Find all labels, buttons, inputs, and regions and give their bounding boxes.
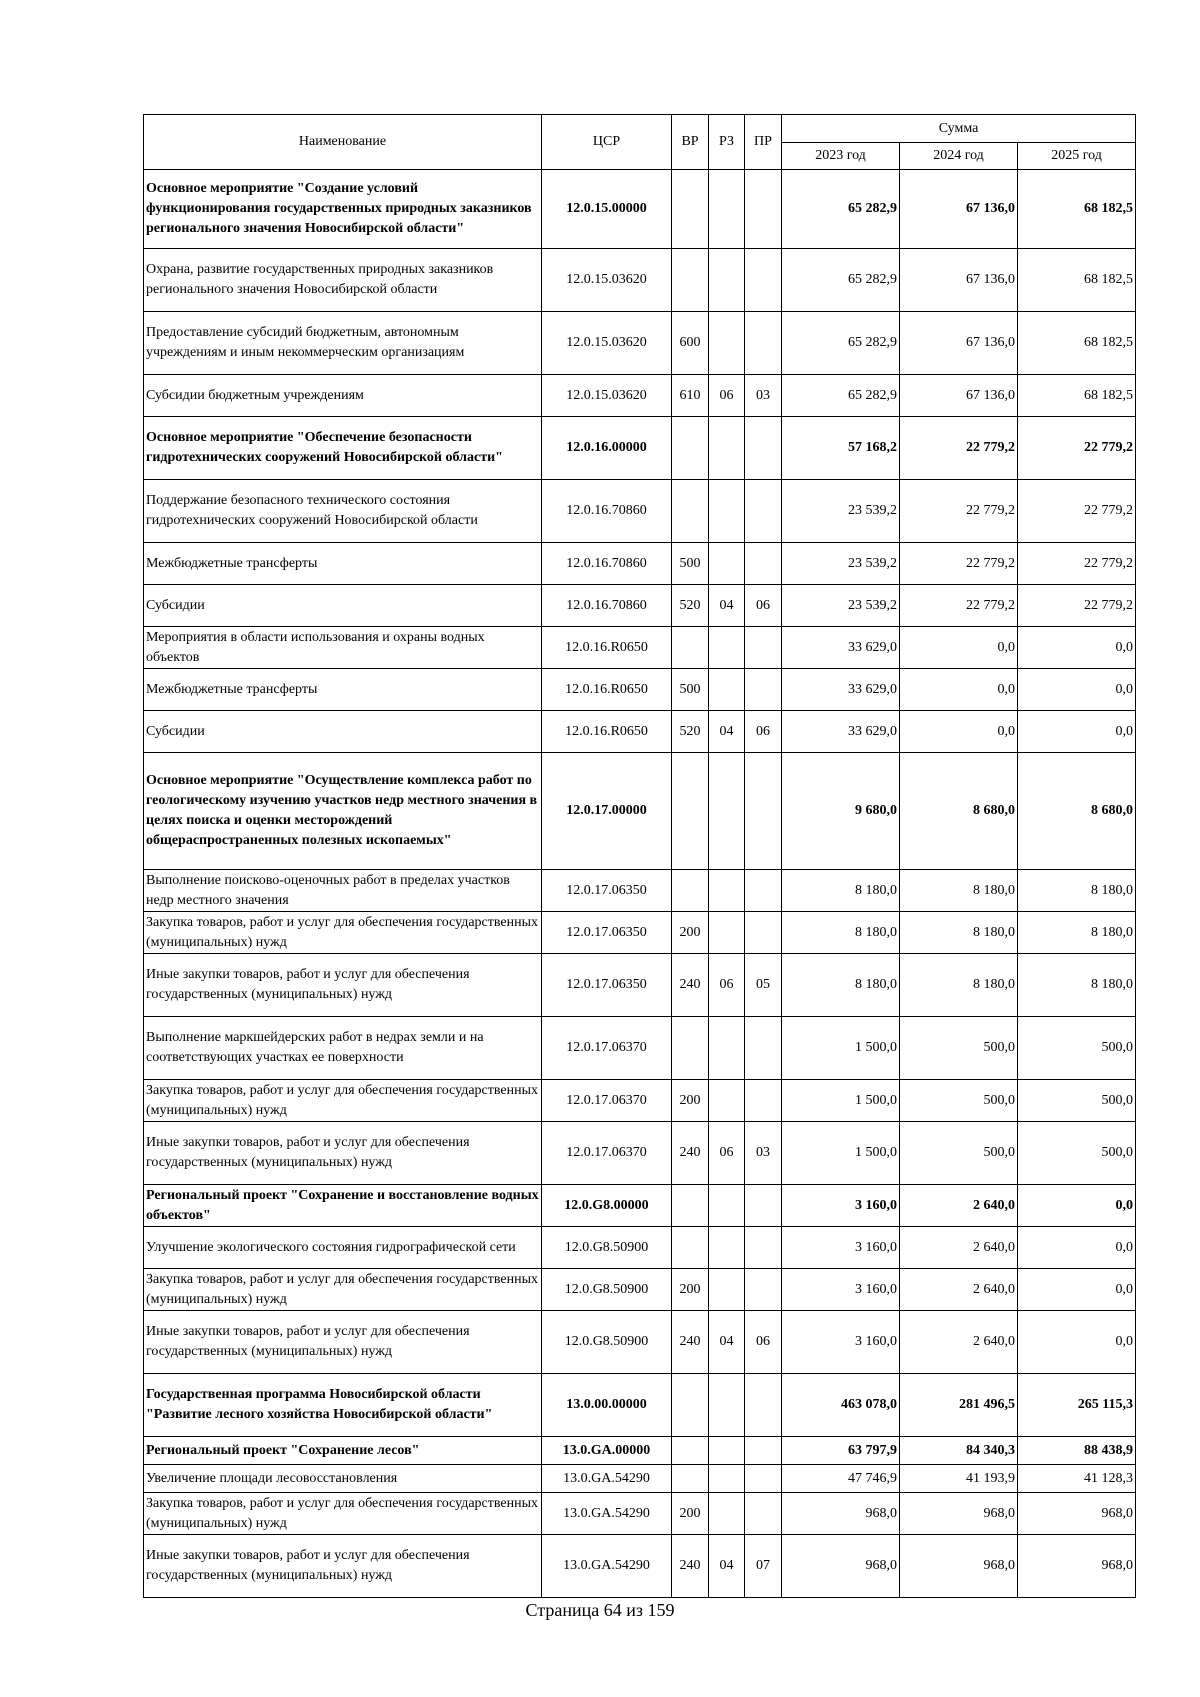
table-row <box>144 375 1136 417</box>
table-row <box>144 912 1136 954</box>
row-sum-2025: 0,0 <box>1018 1311 1136 1374</box>
page-number: Страница 64 из 159 <box>525 1600 675 1620</box>
row-csr: 12.0.G8.50900 <box>542 1227 672 1269</box>
row-sum-2024: 0,0 <box>900 711 1018 753</box>
table-row <box>144 1437 1136 1465</box>
row-rz <box>709 1465 745 1493</box>
row-vr: 240 <box>672 954 709 1017</box>
row-rz <box>709 312 745 375</box>
row-pr: 03 <box>745 375 782 417</box>
row-vr <box>672 1437 709 1465</box>
row-pr <box>745 1269 782 1311</box>
row-sum-2023: 8 180,0 <box>782 954 900 1017</box>
row-sum-2025: 22 779,2 <box>1018 417 1136 480</box>
row-sum-2024: 500,0 <box>900 1122 1018 1185</box>
row-pr <box>745 170 782 249</box>
row-csr: 12.0.G8.00000 <box>542 1185 672 1227</box>
table-row <box>144 1227 1136 1269</box>
row-vr <box>672 870 709 912</box>
row-vr <box>672 1017 709 1080</box>
row-csr: 12.0.16.70860 <box>542 480 672 543</box>
row-pr: 06 <box>745 1311 782 1374</box>
row-sum-2023: 65 282,9 <box>782 312 900 375</box>
row-sum-2024: 2 640,0 <box>900 1185 1018 1227</box>
row-csr: 12.0.G8.50900 <box>542 1311 672 1374</box>
row-name: Иные закупки товаров, работ и услуг для обеспечения государственных (муниципальных) нужд <box>144 954 542 1017</box>
row-rz: 06 <box>709 954 745 1017</box>
row-vr: 240 <box>672 1535 709 1598</box>
table-row <box>144 1080 1136 1122</box>
row-rz <box>709 1080 745 1122</box>
row-sum-2025: 88 438,9 <box>1018 1437 1136 1465</box>
row-rz <box>709 249 745 312</box>
row-pr <box>745 669 782 711</box>
row-pr <box>745 912 782 954</box>
row-rz <box>709 417 745 480</box>
row-vr <box>672 170 709 249</box>
row-sum-2023: 63 797,9 <box>782 1437 900 1465</box>
row-vr: 200 <box>672 912 709 954</box>
table-body <box>144 170 1136 1598</box>
row-sum-2023: 33 629,0 <box>782 669 900 711</box>
row-csr: 13.0.GA.54290 <box>542 1465 672 1493</box>
row-pr <box>745 1185 782 1227</box>
row-sum-2025: 22 779,2 <box>1018 480 1136 543</box>
row-rz <box>709 1493 745 1535</box>
row-vr <box>672 1227 709 1269</box>
row-sum-2023: 968,0 <box>782 1493 900 1535</box>
row-csr: 12.0.16.R0650 <box>542 669 672 711</box>
row-sum-2025: 0,0 <box>1018 627 1136 669</box>
row-name: Закупка товаров, работ и услуг для обеспечения государственных (муниципальных) нужд <box>144 912 542 954</box>
table-row <box>144 543 1136 585</box>
table-row <box>144 954 1136 1017</box>
row-name: Предоставление субсидий бюджетным, автономным учреждениям и иным некоммерческим организациям <box>144 312 542 375</box>
table-row <box>144 669 1136 711</box>
row-vr <box>672 1185 709 1227</box>
row-sum-2024: 22 779,2 <box>900 480 1018 543</box>
row-rz: 04 <box>709 1535 745 1598</box>
row-sum-2025: 0,0 <box>1018 711 1136 753</box>
row-rz: 04 <box>709 1311 745 1374</box>
row-sum-2025: 0,0 <box>1018 1269 1136 1311</box>
row-csr: 13.0.00.00000 <box>542 1374 672 1437</box>
row-rz: 06 <box>709 1122 745 1185</box>
row-sum-2024: 968,0 <box>900 1535 1018 1598</box>
budget-table <box>143 114 1136 1598</box>
row-sum-2023: 23 539,2 <box>782 543 900 585</box>
row-csr: 13.0.GA.00000 <box>542 1437 672 1465</box>
row-vr: 600 <box>672 312 709 375</box>
row-sum-2023: 1 500,0 <box>782 1080 900 1122</box>
row-pr <box>745 312 782 375</box>
row-sum-2024: 8 180,0 <box>900 912 1018 954</box>
row-sum-2023: 9 680,0 <box>782 753 900 870</box>
row-vr: 200 <box>672 1080 709 1122</box>
row-sum-2024: 8 680,0 <box>900 753 1018 870</box>
row-name: Выполнение маркшейдерских работ в недрах земли и на соответствующих участках ее поверхности <box>144 1017 542 1080</box>
header-year-2024: 2024 год <box>900 143 1018 170</box>
row-name: Увеличение площади лесовосстановления <box>144 1465 542 1493</box>
row-sum-2023: 23 539,2 <box>782 480 900 543</box>
row-name: Закупка товаров, работ и услуг для обеспечения государственных (муниципальных) нужд <box>144 1080 542 1122</box>
header-rz: РЗ <box>709 115 745 170</box>
row-pr <box>745 627 782 669</box>
row-sum-2025: 8 180,0 <box>1018 954 1136 1017</box>
row-vr <box>672 1465 709 1493</box>
row-csr: 12.0.G8.50900 <box>542 1269 672 1311</box>
table-row <box>144 1311 1136 1374</box>
header-year-2023: 2023 год <box>782 143 900 170</box>
row-vr: 520 <box>672 585 709 627</box>
row-sum-2025: 68 182,5 <box>1018 249 1136 312</box>
row-rz <box>709 627 745 669</box>
row-csr: 13.0.GA.54290 <box>542 1535 672 1598</box>
row-sum-2024: 2 640,0 <box>900 1269 1018 1311</box>
row-sum-2024: 22 779,2 <box>900 585 1018 627</box>
row-rz: 04 <box>709 711 745 753</box>
row-sum-2024: 67 136,0 <box>900 170 1018 249</box>
row-sum-2025: 68 182,5 <box>1018 312 1136 375</box>
row-sum-2024: 968,0 <box>900 1493 1018 1535</box>
row-rz <box>709 1269 745 1311</box>
row-sum-2024: 2 640,0 <box>900 1311 1018 1374</box>
row-pr <box>745 753 782 870</box>
header-name: Наименование <box>144 115 542 170</box>
row-rz <box>709 1017 745 1080</box>
row-name: Закупка товаров, работ и услуг для обеспечения государственных (муниципальных) нужд <box>144 1269 542 1311</box>
row-sum-2023: 3 160,0 <box>782 1269 900 1311</box>
row-rz: 04 <box>709 585 745 627</box>
row-sum-2025: 0,0 <box>1018 1185 1136 1227</box>
row-name: Выполнение поисково-оценочных работ в пределах участков недр местного значения <box>144 870 542 912</box>
row-name: Основное мероприятие "Создание условий функционирования государственных природных заказников регионального значения Новосибирской области" <box>144 170 542 249</box>
row-sum-2024: 8 180,0 <box>900 954 1018 1017</box>
row-sum-2025: 0,0 <box>1018 1227 1136 1269</box>
row-sum-2025: 968,0 <box>1018 1493 1136 1535</box>
row-rz <box>709 753 745 870</box>
row-csr: 12.0.17.06370 <box>542 1017 672 1080</box>
row-sum-2023: 1 500,0 <box>782 1122 900 1185</box>
row-vr <box>672 753 709 870</box>
row-sum-2024: 67 136,0 <box>900 375 1018 417</box>
row-pr <box>745 480 782 543</box>
row-csr: 12.0.15.03620 <box>542 375 672 417</box>
row-rz <box>709 870 745 912</box>
row-sum-2023: 57 168,2 <box>782 417 900 480</box>
row-csr: 12.0.17.06350 <box>542 954 672 1017</box>
table-row <box>144 627 1136 669</box>
row-sum-2024: 22 779,2 <box>900 543 1018 585</box>
row-sum-2023: 47 746,9 <box>782 1465 900 1493</box>
row-name: Межбюджетные трансферты <box>144 543 542 585</box>
row-name: Региональный проект "Сохранение и восстановление водных объектов" <box>144 1185 542 1227</box>
row-rz <box>709 543 745 585</box>
header-csr: ЦСР <box>542 115 672 170</box>
row-sum-2024: 0,0 <box>900 627 1018 669</box>
row-pr: 07 <box>745 1535 782 1598</box>
row-sum-2024: 281 496,5 <box>900 1374 1018 1437</box>
row-pr <box>745 870 782 912</box>
row-name: Закупка товаров, работ и услуг для обеспечения государственных (муниципальных) нужд <box>144 1493 542 1535</box>
table-row <box>144 480 1136 543</box>
row-pr <box>745 1227 782 1269</box>
row-rz <box>709 1227 745 1269</box>
row-sum-2023: 463 078,0 <box>782 1374 900 1437</box>
row-pr <box>745 417 782 480</box>
row-vr: 610 <box>672 375 709 417</box>
row-csr: 13.0.GA.54290 <box>542 1493 672 1535</box>
row-sum-2023: 3 160,0 <box>782 1311 900 1374</box>
row-vr <box>672 1374 709 1437</box>
row-name: Субсидии <box>144 585 542 627</box>
row-sum-2025: 968,0 <box>1018 1535 1136 1598</box>
row-pr: 03 <box>745 1122 782 1185</box>
row-csr: 12.0.15.03620 <box>542 312 672 375</box>
row-pr: 06 <box>745 585 782 627</box>
row-sum-2023: 65 282,9 <box>782 170 900 249</box>
row-sum-2024: 67 136,0 <box>900 249 1018 312</box>
row-name: Межбюджетные трансферты <box>144 669 542 711</box>
table-row <box>144 1493 1136 1535</box>
row-vr <box>672 627 709 669</box>
row-sum-2024: 41 193,9 <box>900 1465 1018 1493</box>
row-pr <box>745 1437 782 1465</box>
row-csr: 12.0.16.R0650 <box>542 711 672 753</box>
row-sum-2023: 65 282,9 <box>782 249 900 312</box>
row-sum-2023: 968,0 <box>782 1535 900 1598</box>
header-year-2025: 2025 год <box>1018 143 1136 170</box>
table-row <box>144 249 1136 312</box>
row-sum-2025: 8 180,0 <box>1018 912 1136 954</box>
row-sum-2025: 8 680,0 <box>1018 753 1136 870</box>
row-rz <box>709 912 745 954</box>
table-row <box>144 1465 1136 1493</box>
table-row <box>144 870 1136 912</box>
row-pr <box>745 1465 782 1493</box>
row-sum-2023: 33 629,0 <box>782 627 900 669</box>
table-row <box>144 711 1136 753</box>
row-name: Иные закупки товаров, работ и услуг для обеспечения государственных (муниципальных) нужд <box>144 1122 542 1185</box>
row-sum-2025: 265 115,3 <box>1018 1374 1136 1437</box>
row-pr <box>745 1080 782 1122</box>
table-row <box>144 312 1136 375</box>
row-pr: 05 <box>745 954 782 1017</box>
row-name: Мероприятия в области использования и охраны водных объектов <box>144 627 542 669</box>
row-sum-2024: 84 340,3 <box>900 1437 1018 1465</box>
row-sum-2025: 500,0 <box>1018 1080 1136 1122</box>
row-vr: 200 <box>672 1269 709 1311</box>
row-pr <box>745 543 782 585</box>
row-sum-2024: 2 640,0 <box>900 1227 1018 1269</box>
row-pr <box>745 1493 782 1535</box>
row-vr: 200 <box>672 1493 709 1535</box>
row-name: Субсидии <box>144 711 542 753</box>
table-row <box>144 585 1136 627</box>
row-rz <box>709 1374 745 1437</box>
row-sum-2024: 500,0 <box>900 1080 1018 1122</box>
table-row <box>144 170 1136 249</box>
row-sum-2025: 22 779,2 <box>1018 585 1136 627</box>
row-csr: 12.0.16.70860 <box>542 585 672 627</box>
row-name: Основное мероприятие "Осуществление комплекса работ по геологическому изучению участков недр местного значения в целях поиска и оценки месторождений общераспространенных полезных ископаемых" <box>144 753 542 870</box>
table-row <box>144 1017 1136 1080</box>
row-sum-2023: 8 180,0 <box>782 912 900 954</box>
row-csr: 12.0.16.70860 <box>542 543 672 585</box>
table-row <box>144 753 1136 870</box>
row-rz <box>709 669 745 711</box>
row-sum-2024: 8 180,0 <box>900 870 1018 912</box>
row-csr: 12.0.15.03620 <box>542 249 672 312</box>
row-name: Основное мероприятие "Обеспечение безопасности гидротехнических сооружений Новосибирской области" <box>144 417 542 480</box>
row-pr <box>745 1374 782 1437</box>
row-sum-2025: 500,0 <box>1018 1122 1136 1185</box>
row-sum-2024: 0,0 <box>900 669 1018 711</box>
row-name: Улучшение экологического состояния гидрографической сети <box>144 1227 542 1269</box>
row-vr: 240 <box>672 1311 709 1374</box>
row-sum-2025: 8 180,0 <box>1018 870 1136 912</box>
row-name: Субсидии бюджетным учреждениям <box>144 375 542 417</box>
table-row <box>144 1374 1136 1437</box>
row-rz: 06 <box>709 375 745 417</box>
row-name: Поддержание безопасного технического состояния гидротехнических сооружений Новосибирской области <box>144 480 542 543</box>
row-sum-2024: 500,0 <box>900 1017 1018 1080</box>
row-name: Охрана, развитие государственных природных заказников регионального значения Новосибирской области <box>144 249 542 312</box>
row-sum-2025: 68 182,5 <box>1018 170 1136 249</box>
header-vr: ВР <box>672 115 709 170</box>
row-sum-2024: 67 136,0 <box>900 312 1018 375</box>
row-sum-2023: 8 180,0 <box>782 870 900 912</box>
row-csr: 12.0.17.06350 <box>542 912 672 954</box>
row-sum-2023: 3 160,0 <box>782 1185 900 1227</box>
row-pr <box>745 1017 782 1080</box>
row-name: Региональный проект "Сохранение лесов" <box>144 1437 542 1465</box>
table-row <box>144 417 1136 480</box>
row-vr: 500 <box>672 669 709 711</box>
row-sum-2023: 65 282,9 <box>782 375 900 417</box>
row-vr <box>672 417 709 480</box>
row-sum-2024: 22 779,2 <box>900 417 1018 480</box>
row-pr: 06 <box>745 711 782 753</box>
row-csr: 12.0.16.00000 <box>542 417 672 480</box>
row-csr: 12.0.17.00000 <box>542 753 672 870</box>
row-csr: 12.0.17.06370 <box>542 1080 672 1122</box>
row-sum-2025: 0,0 <box>1018 669 1136 711</box>
row-sum-2025: 41 128,3 <box>1018 1465 1136 1493</box>
row-csr: 12.0.15.00000 <box>542 170 672 249</box>
row-name: Иные закупки товаров, работ и услуг для обеспечения государственных (муниципальных) нужд <box>144 1535 542 1598</box>
header-pr: ПР <box>745 115 782 170</box>
row-sum-2023: 23 539,2 <box>782 585 900 627</box>
row-rz <box>709 1437 745 1465</box>
row-pr <box>745 249 782 312</box>
row-sum-2025: 68 182,5 <box>1018 375 1136 417</box>
row-rz <box>709 480 745 543</box>
row-csr: 12.0.17.06370 <box>542 1122 672 1185</box>
row-sum-2023: 33 629,0 <box>782 711 900 753</box>
header-sum: Сумма <box>782 115 1136 143</box>
row-name: Государственная программа Новосибирской области "Развитие лесного хозяйства Новосибирской области" <box>144 1374 542 1437</box>
table-row <box>144 1185 1136 1227</box>
table-row <box>144 1122 1136 1185</box>
row-vr <box>672 480 709 543</box>
row-vr: 500 <box>672 543 709 585</box>
row-sum-2025: 22 779,2 <box>1018 543 1136 585</box>
table-row <box>144 1535 1136 1598</box>
row-csr: 12.0.16.R0650 <box>542 627 672 669</box>
row-rz <box>709 170 745 249</box>
row-name: Иные закупки товаров, работ и услуг для обеспечения государственных (муниципальных) нужд <box>144 1311 542 1374</box>
row-sum-2025: 500,0 <box>1018 1017 1136 1080</box>
row-sum-2023: 1 500,0 <box>782 1017 900 1080</box>
table-row <box>144 1269 1136 1311</box>
row-csr: 12.0.17.06350 <box>542 870 672 912</box>
row-rz <box>709 1185 745 1227</box>
row-sum-2023: 3 160,0 <box>782 1227 900 1269</box>
row-vr <box>672 249 709 312</box>
row-vr: 240 <box>672 1122 709 1185</box>
row-vr: 520 <box>672 711 709 753</box>
